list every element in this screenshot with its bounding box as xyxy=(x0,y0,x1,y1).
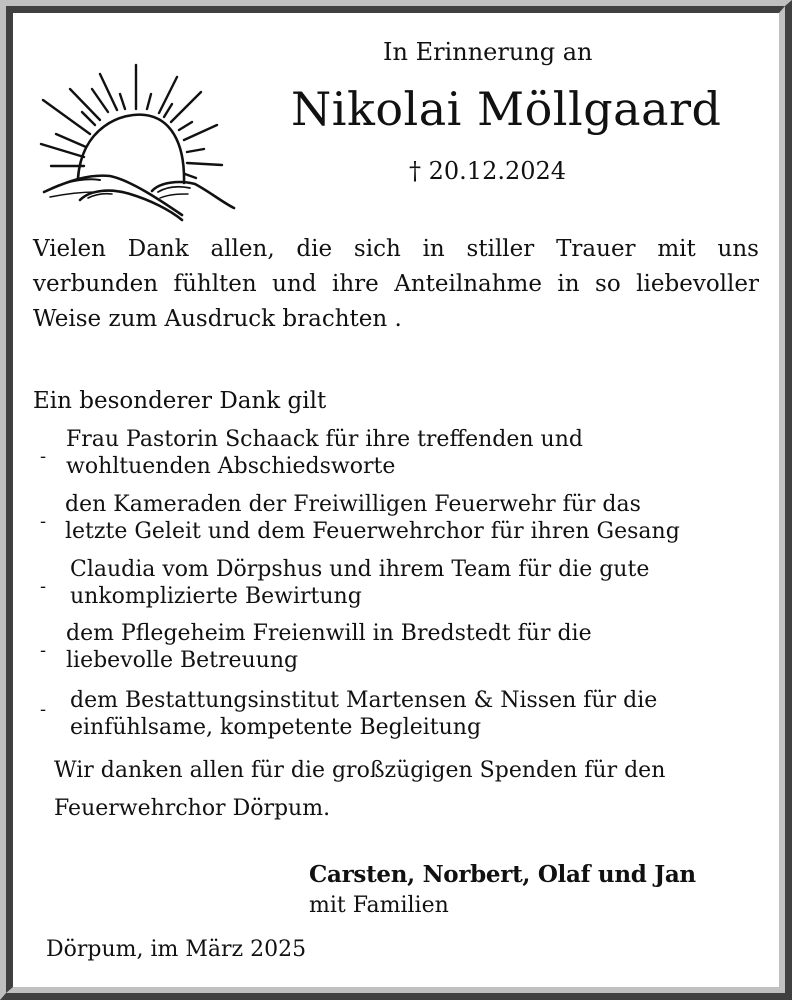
deceased-name: Nikolai Möllgaard xyxy=(291,82,722,136)
thanks-item-line: dem Bestattungsinstitut Martensen & Nissen für die xyxy=(70,688,658,713)
in-memory-of-label: In Erinnerung an xyxy=(383,38,593,66)
dash-bullet: - xyxy=(40,511,47,532)
intro-line: Weise zum Ausdruck brachten . xyxy=(33,306,402,332)
intro-paragraph xyxy=(33,232,759,337)
thanks-item-line: liebevolle Betreuung xyxy=(66,648,299,673)
signature-families: mit Familien xyxy=(309,893,449,918)
death-date-line xyxy=(409,157,566,185)
thanks-item-line: den Kameraden der Freiwilligen Feuerwehr für das xyxy=(65,492,641,517)
thanks-item-line: unkomplizierte Bewirtung xyxy=(70,584,362,609)
death-date: 20.12.2024 xyxy=(428,157,567,185)
dash-bullet: - xyxy=(40,640,47,661)
thanks-item-line: wohltuenden Abschiedsworte xyxy=(66,454,396,479)
thanks-item-line: einfühlsame, kompetente Begleitung xyxy=(70,715,482,740)
signature-names: Carsten, Norbert, Olaf und Jan xyxy=(309,861,696,888)
donations-line: Feuerwehrchor Dörpum. xyxy=(54,796,331,821)
intro-line: verbunden fühlten und ihre Anteilnahme in so liebevoller xyxy=(33,271,759,297)
thanks-item-line: Claudia vom Dörpshus und ihrem Team für die gute xyxy=(70,557,650,582)
donations-line: Wir danken allen für die großzügigen Spenden für den xyxy=(54,758,666,783)
dash-bullet: - xyxy=(40,576,47,597)
thanks-item-line: dem Pflegeheim Freienwill in Bredstedt für die xyxy=(66,621,592,646)
place-date: Dörpum, im März 2025 xyxy=(46,937,307,962)
sunrise-over-hills-icon xyxy=(30,52,240,222)
dash-bullet: - xyxy=(40,446,47,467)
thanks-item-line: Frau Pastorin Schaack für ihre treffenden und xyxy=(66,427,583,452)
thanks-item-line: letzte Geleit und dem Feuerwehrchor für ihren Gesang xyxy=(65,519,680,544)
cross-icon: † xyxy=(409,157,421,185)
intro-line: Vielen Dank allen, die sich in stiller Trauer mit uns xyxy=(33,236,759,262)
dash-bullet: - xyxy=(40,699,47,720)
special-thanks-heading: Ein besonderer Dank gilt xyxy=(33,388,327,414)
